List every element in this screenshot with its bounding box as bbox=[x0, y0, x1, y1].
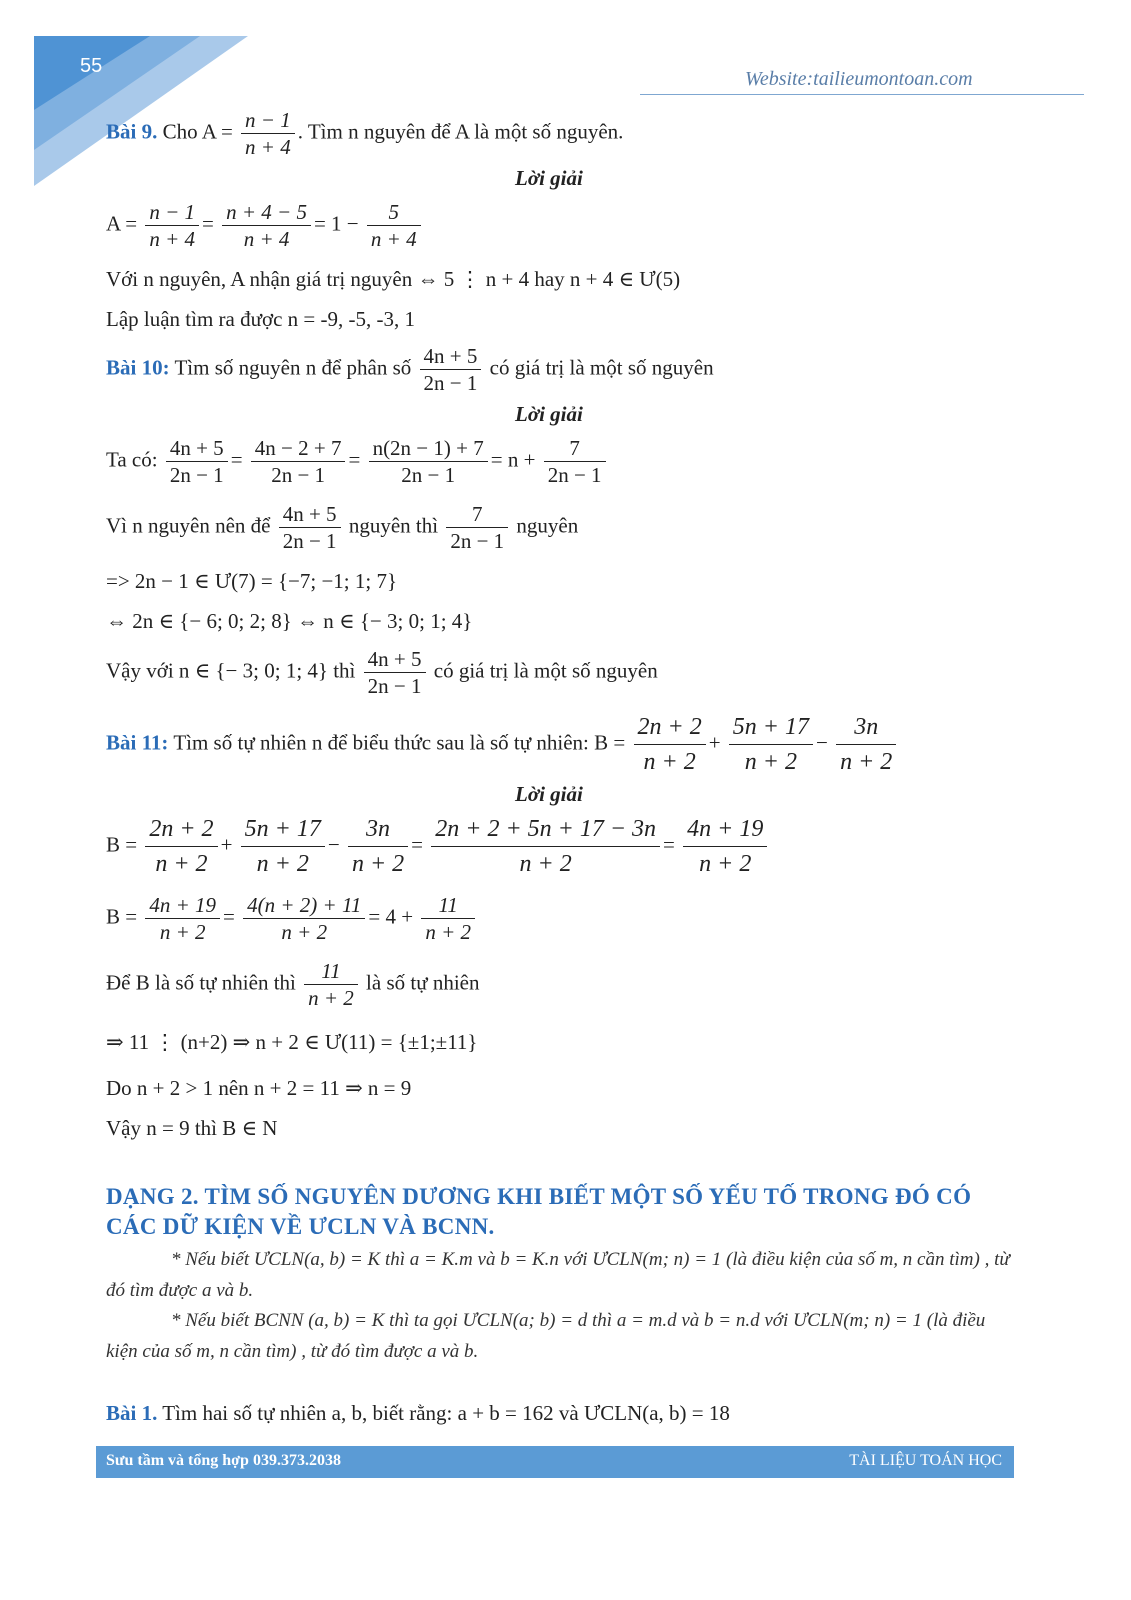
bai10-loi-giai: Lời giải bbox=[515, 402, 583, 426]
bai11-line7: Vậy n = 9 thì B ∈ N bbox=[106, 1116, 278, 1140]
bai10-title: Bài 10: bbox=[106, 355, 170, 380]
bai1-title: Bài 1. bbox=[106, 1401, 158, 1425]
bai11-b2-equation: B = $\frac{4n + 19}{n + 2}$ = $\frac{4(n + 2) + 11}{n + 2}$ = 4 + $\frac{11}{n + 2}$ bbox=[106, 892, 478, 945]
fraction: $\frac{5n + 17}{n + 2}$ bbox=[241, 812, 325, 881]
bai1-problem: Bài 1. Tìm hai số tự nhiên a, b, biết rằng: a + b = 162 và ƯCLN(a, b) = 18 bbox=[106, 1401, 730, 1425]
fraction: $\frac{4n - 2 + 7}{2n - 1}$ bbox=[251, 435, 346, 488]
fraction: $\frac{n + 4 - 5}{n + 4}$ bbox=[222, 199, 311, 252]
corner-decoration bbox=[0, 0, 260, 200]
fraction: $\frac{11}{n + 2}$ bbox=[304, 958, 358, 1011]
fraction: $\frac{4n + 5}{2n - 1}$ bbox=[364, 646, 426, 699]
fraction: $\frac{n(2n - 1) + 7}{2n - 1}$ bbox=[369, 435, 488, 488]
fraction: $\frac{3n}{n + 2}$ bbox=[348, 812, 408, 881]
bai9-text-before: Cho A = bbox=[162, 119, 233, 144]
bai11-line5: ⇒ 11 ⋮ (n+2) ⇒ n + 2 ∈ Ư(11) = {±1;±11} bbox=[106, 1030, 478, 1054]
fraction: $\frac{4n + 19}{n + 2}$ bbox=[683, 812, 767, 881]
fraction: $\frac{4n + 19}{n + 2}$ bbox=[145, 892, 220, 945]
footer-bar bbox=[96, 1446, 1014, 1478]
bai11-title: Bài 11: bbox=[106, 730, 169, 755]
bai9-line2: Lập luận tìm ra được n = -9, -5, -3, 1 bbox=[106, 307, 416, 331]
dang2-note2: * Nếu biết BCNN (a, b) = K thì ta gọi ƯCLN(a; b) = d thì a = m.d và b = n.d với ƯCLN(m; n) = 1 (là điều kiện của số m, n cần tìm) , từ đó tìm được a và b. bbox=[106, 1310, 986, 1362]
bai9-problem bbox=[106, 107, 623, 160]
bai11-loi-giai: Lời giải bbox=[515, 782, 583, 806]
fraction: $\frac{2n + 2 + 5n + 17 - 3n}{n + 2}$ bbox=[431, 812, 660, 881]
dang2-heading-line1: DẠNG 2. TÌM SỐ NGUYÊN DƯƠNG KHI BIẾT MỘT SỐ YẾU TỐ TRONG ĐÓ CÓ bbox=[106, 1184, 972, 1209]
bai9-fraction: $\frac{n - 1}{n + 4}$ bbox=[241, 107, 295, 160]
bai11-b-equation: B = $\frac{2n + 2}{n + 2}$ + $\frac{5n + 17}{n + 2}$ − $\frac{3n}{n + 2}$ = $\frac{2n + 2 + 5n + 17 - 3n}{n + 2}$ = $\frac{4n + 19}{n + 2}$ bbox=[106, 812, 770, 881]
bai9-loi-giai: Lời giải bbox=[515, 166, 583, 190]
bai11-problem: Bài 11: Tìm số tự nhiên n để biểu thức sau là số tự nhiên: B = $\frac{2n + 2}{n + 2}$ + $\frac{5n + 17}{n + 2}$ − $\frac{3n}{n + 2}$ bbox=[106, 710, 899, 779]
footer-right-text: TÀI LIỆU TOÁN HỌC bbox=[849, 1452, 1002, 1469]
bai10-problem: Bài 10: Tìm số nguyên n để phân số $\frac{4n + 5}{2n - 1}$ có giá trị là một số nguyên bbox=[106, 344, 714, 395]
footer-left-text: Sưu tầm và tổng hợp 039.373.2038 bbox=[106, 1452, 341, 1469]
website-link[interactable]: Website:tailieumontoan.com bbox=[745, 68, 973, 90]
bai10-taco: Ta có: $\frac{4n + 5}{2n - 1}$ = $\frac{4n - 2 + 7}{2n - 1}$ = $\frac{n(2n - 1) + 7}{2n - 1}$ = n + $\frac{7}{2n - 1}$ bbox=[106, 435, 609, 488]
fraction: $\frac{4n + 5}{2n - 1}$ bbox=[166, 435, 228, 488]
dang2-heading-line2: CÁC DỮ KIỆN VỀ ƯCLN VÀ BCNN. bbox=[106, 1214, 495, 1239]
bai9-title: Bài 9. bbox=[106, 119, 158, 144]
fraction: $\frac{4(n + 2) + 11}{n + 2}$ bbox=[243, 892, 365, 945]
bai10-line4: ⇔ 2n ∈ {− 6; 0; 2; 8} ⇔ n ∈ {− 3; 0; 1; 4} bbox=[106, 609, 473, 633]
bai9-text-after: . Tìm n nguyên để A là một số nguyên. bbox=[297, 119, 624, 144]
fraction: $\frac{11}{n + 2}$ bbox=[421, 892, 475, 945]
bai10-line3: => 2n − 1 ∈ Ư(7) = {−7; −1; 1; 7} bbox=[106, 569, 398, 593]
fraction: $\frac{5}{n + 4}$ bbox=[367, 199, 421, 252]
fraction: $\frac{3n}{n + 2}$ bbox=[836, 710, 896, 779]
bai9-equation: A = $\frac{n - 1}{n + 4}$ = $\frac{n + 4 - 5}{n + 4}$ = 1 − $\frac{5}{n + 4}$ bbox=[106, 199, 424, 252]
fraction: $\frac{2n + 2}{n + 2}$ bbox=[634, 710, 706, 779]
fraction: $\frac{2n + 2}{n + 2}$ bbox=[145, 812, 217, 881]
bai10-vi: Vì n nguyên nên để $\frac{4n + 5}{2n - 1}$ nguyên thì $\frac{7}{2n - 1}$ nguyên bbox=[106, 502, 579, 553]
dang2-note1: * Nếu biết ƯCLN(a, b) = K thì a = K.m và b = K.n với ƯCLN(m; n) = 1 (là điều kiện của số m, n cần tìm) , từ đó tìm được a và b. bbox=[106, 1249, 1010, 1301]
fraction: $\frac{7}{2n - 1}$ bbox=[544, 435, 606, 488]
bai11-de: Để B là số tự nhiên thì $\frac{11}{n + 2}$ là số tự nhiên bbox=[106, 959, 480, 1010]
page-number: 55 bbox=[80, 55, 103, 77]
bai9-line1: Với n nguyên, A nhận giá trị nguyên ⇔ 5 ⋮ n + 4 hay n + 4 ∈ Ư(5) bbox=[106, 267, 681, 291]
fraction: $\frac{5n + 17}{n + 2}$ bbox=[729, 710, 813, 779]
header-rule bbox=[640, 94, 1084, 95]
bai11-line6: Do n + 2 > 1 nên n + 2 = 11 ⇒ n = 9 bbox=[106, 1076, 412, 1100]
bai10-vay: Vậy với n ∈ {− 3; 0; 1; 4} thì $\frac{4n + 5}{2n - 1}$ có giá trị là một số nguyên bbox=[106, 647, 658, 698]
fraction: $\frac{4n + 5}{2n - 1}$ bbox=[420, 343, 482, 396]
fraction: $\frac{n - 1}{n + 4}$ bbox=[145, 199, 199, 252]
fraction: $\frac{7}{2n - 1}$ bbox=[446, 501, 508, 554]
fraction: $\frac{4n + 5}{2n - 1}$ bbox=[279, 501, 341, 554]
